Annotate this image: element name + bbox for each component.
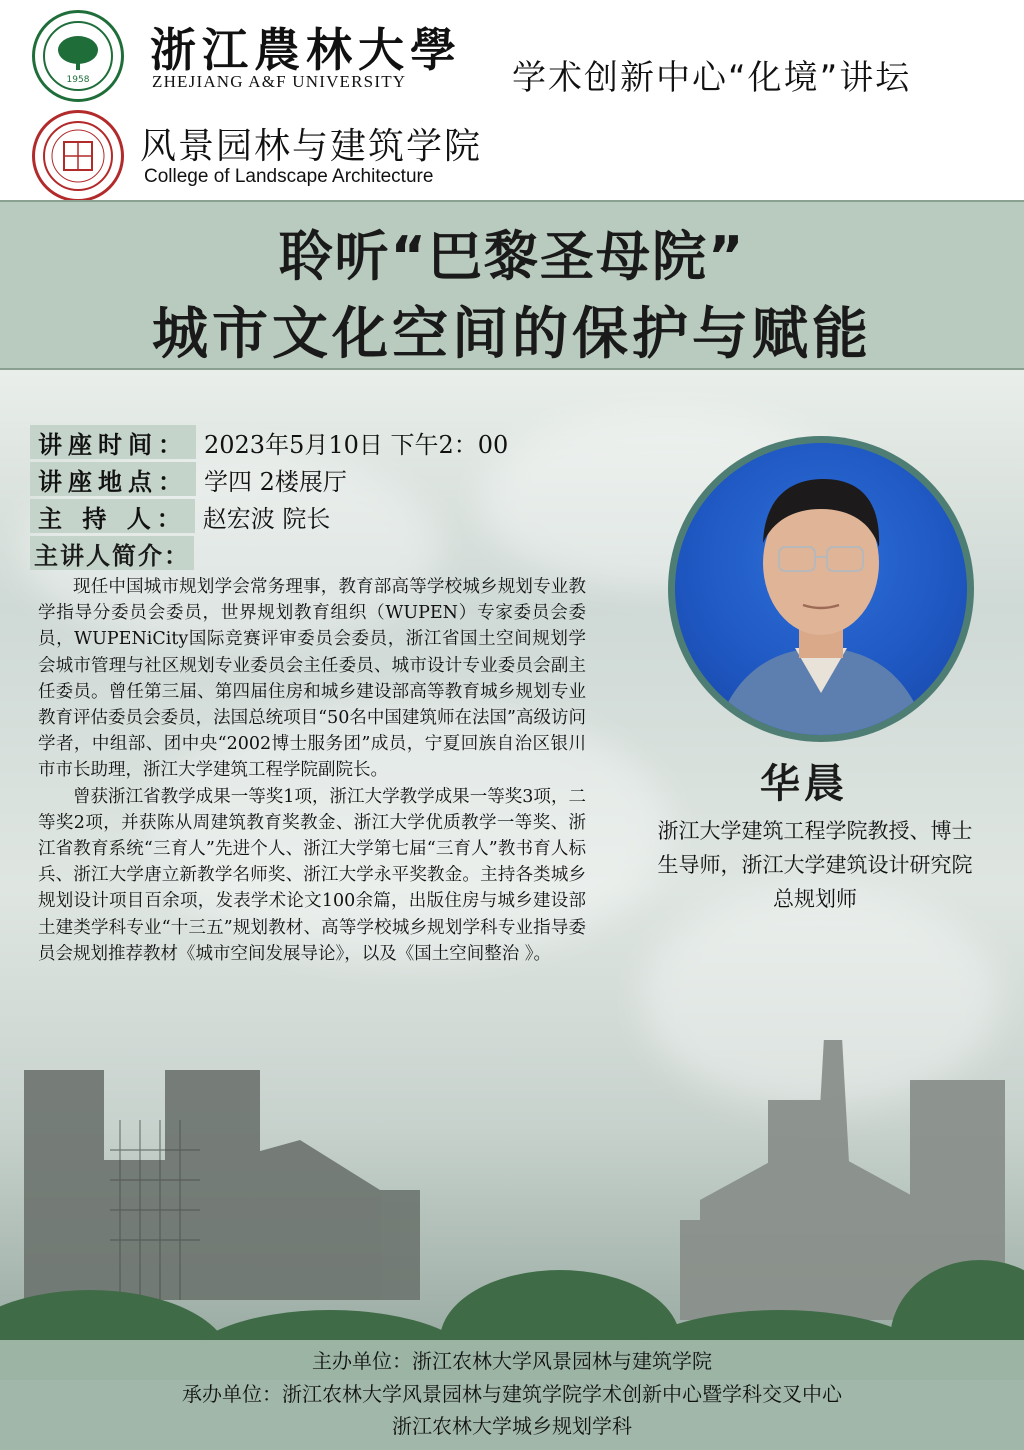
college-seal-icon bbox=[36, 114, 120, 198]
lecture-title-line1: 聆听“巴黎圣母院” bbox=[278, 225, 746, 288]
bio-paragraph-1: 现任中国城市规划学会常务理事，教育部高等学校城乡规划专业教学指导分委员会委员，世界规划教育组织（WUPEN）专家委员会委员，WUPENiCity国际竞赛评审委员会委员，浙江省国土空间规划学会城市管理与社区规划专业委员会主任委员、城市设计专业委员会副主任委员。曾任第三届、第四届住房和城乡建设部高等教育城乡规划专业教育评估委员会委员，法国总统项目“50名中国建筑师在法国”高级访问学者，中组部、团中央“2002博士服务团”成员，宁夏回族自治区银川市市长助理，浙江大学建筑工程学院副院长。 bbox=[38, 577, 586, 781]
lecture-title-line2: 城市文化空间的保护与赋能 bbox=[152, 302, 872, 367]
time-value: 2023年5月10日 下午2：00 bbox=[204, 430, 509, 459]
speaker-name: 华晨 bbox=[760, 761, 848, 807]
info-host-row bbox=[30, 499, 330, 533]
university-name-en: ZHEJIANG A&F UNIVERSITY bbox=[152, 72, 407, 91]
speaker-bio bbox=[38, 574, 586, 967]
college-seal-logo bbox=[32, 110, 124, 202]
forum-name: 学术创新中心“化境”讲坛 bbox=[512, 58, 912, 98]
speaker-title-line3: 总规划师 bbox=[773, 887, 857, 911]
speaker-portrait-image bbox=[675, 443, 967, 735]
organizer-line: 主办单位：浙江农林大学风景园林与建筑学院 bbox=[312, 1349, 712, 1373]
college-name-en: College of Landscape Architecture bbox=[144, 166, 434, 187]
portrait-frame bbox=[668, 436, 974, 742]
info-time-row bbox=[30, 425, 508, 459]
info-place-row bbox=[30, 462, 347, 496]
ginkgo-tree-icon bbox=[36, 14, 120, 98]
speaker-title-line1: 浙江大学建筑工程学院教授、博士 bbox=[657, 819, 973, 843]
co-organizer-line: 承办单位：浙江农林大学风景园林与建筑学院学术创新中心暨学科交叉中心 bbox=[182, 1382, 842, 1406]
speaker-title-line2: 生导师，浙江大学建筑设计研究院 bbox=[657, 853, 973, 877]
college-name-cn: 风景园林与建筑学院 bbox=[140, 126, 483, 167]
bio-paragraph-2: 曾获浙江省教学成果一等奖1项，浙江大学教学成果一等奖3项，二等奖2项，并获陈从周建筑教育奖教金、浙江大学优质教学一等奖、浙江省教育系统“三育人”先进个人、浙江大学第七届“三育人”教书育人标兵、浙江大学唐立新教学名师奖、浙江大学永平奖教金。主持各类城乡规划设计项目百余项，发表学术论文100余篇，出版住房与城乡建设部土建类学科专业“十三五”规划教材、高等学校城乡规划学科专业指导委员会规划推荐教材《城市空间发展导论》，以及《国土空间整治 》。 bbox=[38, 786, 586, 964]
host-value: 赵宏波 院长 bbox=[202, 504, 331, 533]
header bbox=[0, 0, 1024, 200]
place-label: 讲座地点： bbox=[30, 462, 196, 496]
speaker-title bbox=[630, 814, 1000, 916]
time-label: 讲座时间： bbox=[30, 425, 196, 459]
bio-label: 主讲人简介： bbox=[30, 536, 194, 570]
university-name-cn: 浙江農林大學 bbox=[150, 23, 462, 77]
university-seal-logo bbox=[32, 10, 124, 102]
place-value: 学四 2楼展厅 bbox=[204, 467, 347, 496]
co-organizer-line-2: 浙江农林大学城乡规划学科 bbox=[392, 1414, 632, 1438]
host-label: 主 持 人： bbox=[30, 499, 195, 533]
svg-text:1958: 1958 bbox=[66, 75, 90, 85]
